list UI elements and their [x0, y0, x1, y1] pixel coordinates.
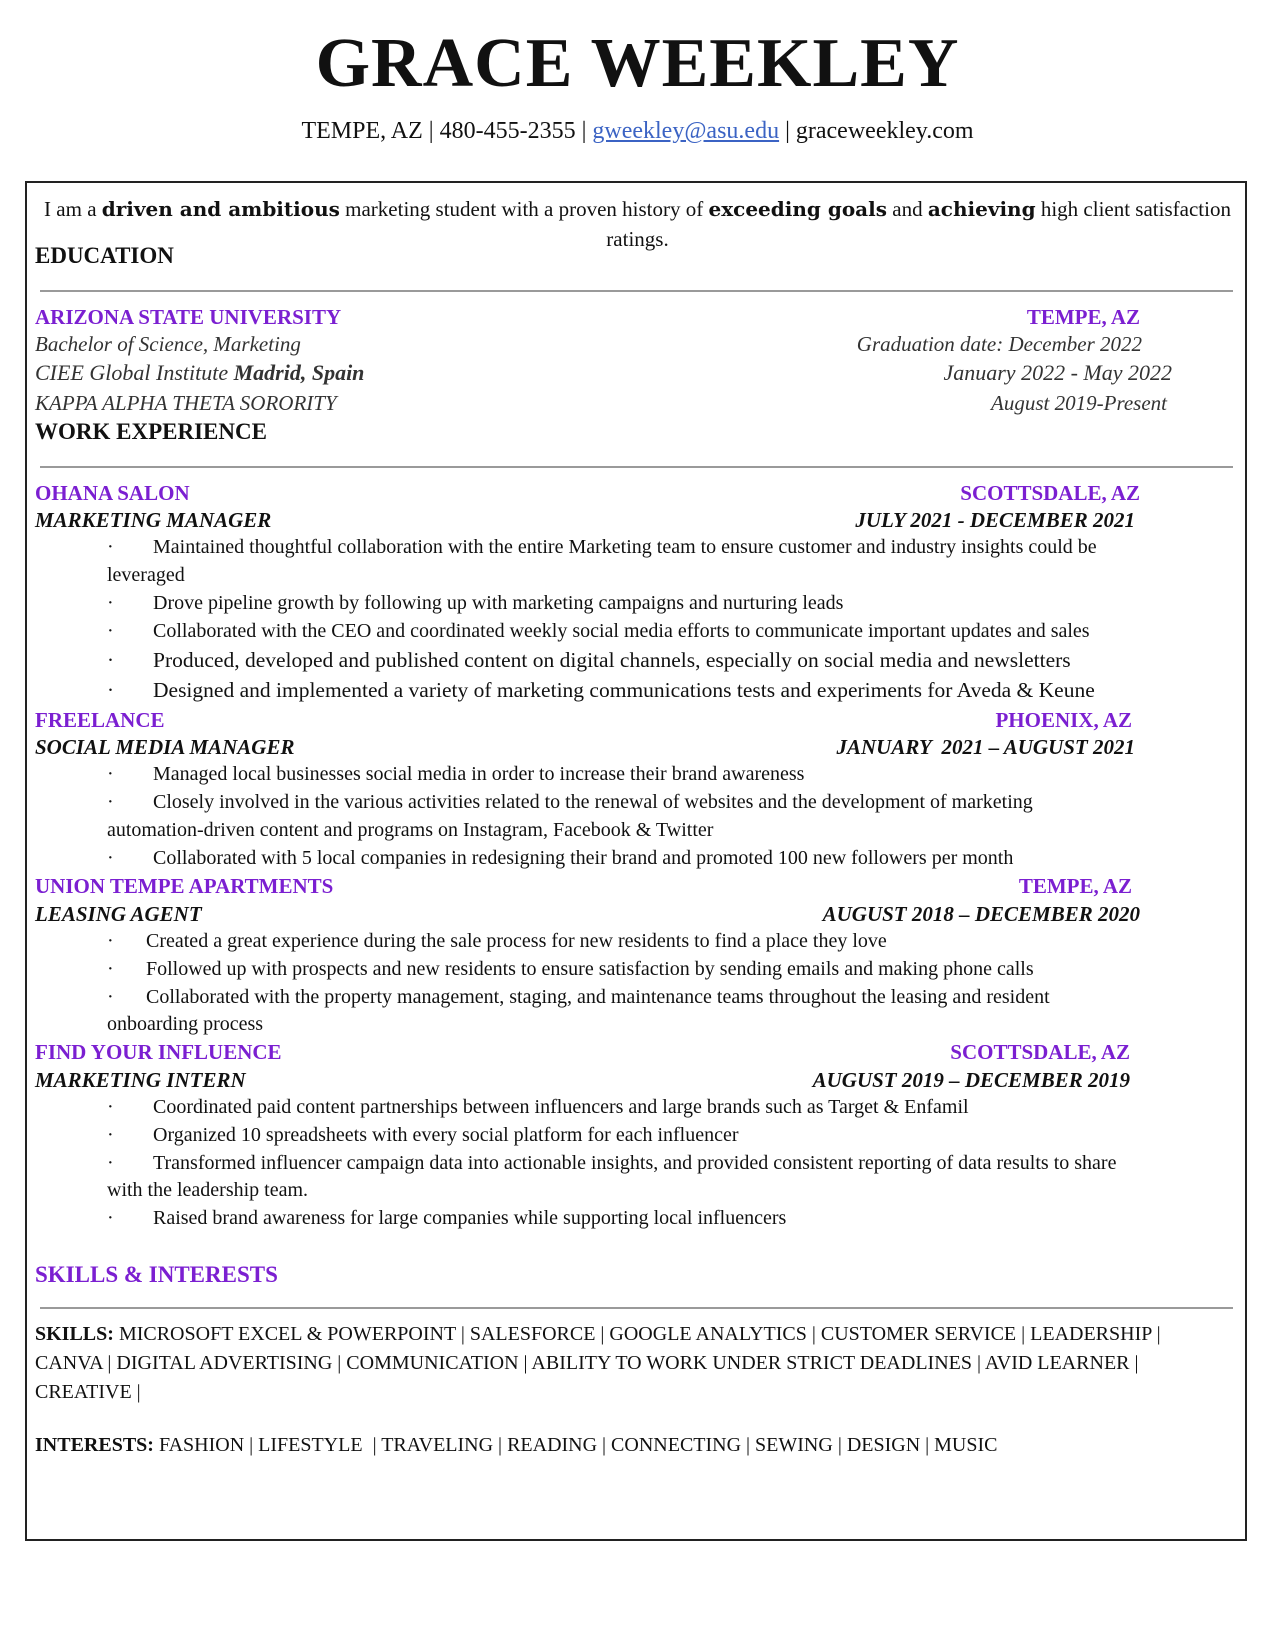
bullet-text: automation-driven content and programs on Instagram, Facebook & Twitter — [107, 819, 714, 841]
contact-suffix: | graceweekley.com — [779, 118, 974, 144]
summary-highlight: achieving — [927, 197, 1036, 221]
bullet-text: Transformed influencer campaign data into actionable insights, and provided consistent reporting of data results to share — [153, 1152, 1117, 1174]
bullet-text: Followed up with prospects and new residents to ensure satisfaction by sending emails and making phone calls — [146, 958, 1034, 980]
bullet-text: Created a great experience during the sale process for new residents to find a place they love — [146, 930, 887, 952]
study-abroad-dates: January 2022 - May 2022 — [943, 360, 1172, 385]
graduation-date: Graduation date: December 2022 — [856, 332, 1142, 356]
job-title: SOCIAL MEDIA MANAGER — [35, 735, 295, 759]
bullet-icon: · — [107, 620, 114, 642]
skills-label: SKILLS: — [35, 1323, 114, 1345]
contact-line — [0, 118, 1275, 145]
email-link[interactable]: gweekley@asu.edu — [592, 118, 780, 144]
bullet-text: Drove pipeline growth by following up with marketing campaigns and nurturing leads — [153, 592, 844, 614]
job-location: PHOENIX, AZ — [995, 708, 1132, 732]
summary-highlight: exceeding goals — [708, 197, 887, 221]
job-dates: AUGUST 2019 – DECEMBER 2019 — [812, 1068, 1130, 1092]
bullet-text: Raised brand awareness for large companies while supporting local influencers — [153, 1207, 787, 1229]
section-divider — [40, 290, 1233, 292]
job-location: SCOTTSDALE, AZ — [960, 481, 1140, 505]
study-abroad — [35, 360, 364, 386]
bullet-text: with the leadership team. — [107, 1179, 309, 1201]
bullet-text: Collaborated with the property management, staging, and maintenance teams throughout the leasing and resident — [146, 986, 1050, 1008]
summary-text: I am a — [44, 197, 102, 221]
summary-text: and — [887, 197, 928, 221]
bullet-text: Closely involved in the various activities related to the renewal of websites and the development of marketing — [153, 791, 1033, 813]
section-divider — [40, 1307, 1233, 1309]
job-org: FIND YOUR INFLUENCE — [35, 1040, 282, 1064]
bullet-icon: · — [107, 1124, 114, 1146]
bullet-icon: · — [107, 648, 114, 672]
degree: Bachelor of Science, Marketing — [35, 332, 301, 356]
interests-label: INTERESTS: — [35, 1434, 154, 1456]
study-abroad-city: Madrid, Spain — [233, 360, 365, 385]
interests-text: FASHION | LIFESTYLE | TRAVELING | READING | CONNECTING | SEWING | DESIGN | MUSIC — [153, 1434, 998, 1456]
study-abroad-program: CIEE Global Institute — [35, 360, 234, 385]
job-location: SCOTTSDALE, AZ — [950, 1040, 1130, 1064]
bullet-text: Collaborated with the CEO and coordinated weekly social media efforts to communicate important updates and sales — [153, 620, 1090, 642]
summary — [40, 194, 1235, 254]
bullet-icon: · — [107, 763, 114, 785]
school-name: ARIZONA STATE UNIVERSITY — [35, 305, 342, 329]
education-heading: EDUCATION — [35, 243, 174, 268]
summary-text: high client satisfaction ratings. — [606, 197, 1231, 251]
contact-prefix: TEMPE, AZ | 480-455-2355 | — [301, 118, 593, 144]
job-dates: JANUARY 2021 – AUGUST 2021 — [836, 735, 1135, 759]
interests-list — [35, 1431, 1230, 1460]
bullet-icon: · — [107, 847, 114, 869]
job-org: FREELANCE — [35, 708, 165, 732]
job-dates: JULY 2021 - DECEMBER 2021 — [855, 508, 1135, 532]
bullet-icon: · — [107, 1152, 114, 1174]
job-location: TEMPE, AZ — [1018, 874, 1132, 898]
bullet-icon: · — [107, 536, 114, 558]
bullet-icon: · — [107, 592, 114, 614]
bullet-icon: · — [107, 958, 114, 980]
work-heading: WORK EXPERIENCE — [35, 419, 267, 444]
summary-highlight: driven and ambitious — [101, 197, 340, 221]
bullet-icon: · — [107, 791, 114, 813]
bullet-icon: · — [107, 1096, 114, 1118]
job-title: MARKETING INTERN — [35, 1068, 246, 1092]
bullet-text: Collaborated with 5 local companies in redesigning their brand and promoted 100 new followers per month — [153, 847, 1014, 869]
bullet-icon: · — [107, 930, 114, 952]
job-title: LEASING AGENT — [35, 902, 202, 926]
bullet-text: Organized 10 spreadsheets with every social platform for each influencer — [153, 1124, 739, 1146]
skills-list — [35, 1320, 1230, 1407]
bullet-text: Maintained thoughtful collaboration with the entire Marketing team to ensure customer and industry insights could be — [153, 536, 1097, 558]
bullet-icon: · — [107, 986, 114, 1008]
bullet-text: Produced, developed and published content on digital channels, especially on social media and newsletters — [153, 648, 1071, 672]
job-dates: AUGUST 2018 – DECEMBER 2020 — [822, 902, 1140, 926]
bullet-text: Designed and implemented a variety of marketing communications tests and experiments for Aveda & Keune — [153, 678, 1095, 702]
bullet-icon: · — [107, 678, 114, 702]
skills-text: MICROSOFT EXCEL & POWERPOINT | SALESFORCE | GOOGLE ANALYTICS | CUSTOMER SERVICE | LEADERSHIP | CANVA | DIGITAL ADVERTISING | COMMUNICATION | ABILITY TO WORK UNDER STRICT DEADLINES | AVID LEARNER | CREATIVE | — [35, 1323, 1161, 1403]
skills-heading: SKILLS & INTERESTS — [35, 1262, 278, 1287]
candidate-name: GRACE WEEKLEY — [315, 25, 960, 102]
bullet-text: leveraged — [107, 564, 185, 586]
job-org: UNION TEMPE APARTMENTS — [35, 874, 334, 898]
sorority: KAPPA ALPHA THETA SORORITY — [35, 391, 337, 415]
bullet-icon: · — [107, 1207, 114, 1229]
section-divider — [40, 466, 1233, 468]
bullet-text: onboarding process — [107, 1013, 264, 1035]
summary-text: marketing student with a proven history of — [339, 197, 709, 221]
sorority-dates: August 2019-Present — [991, 391, 1167, 415]
bullet-text: Managed local businesses social media in order to increase their brand awareness — [153, 763, 805, 785]
school-location: TEMPE, AZ — [1026, 305, 1140, 329]
bullet-text: Coordinated paid content partnerships between influencers and large brands such as Target & Enfamil — [153, 1096, 969, 1118]
job-org: OHANA SALON — [35, 481, 190, 505]
job-title: MARKETING MANAGER — [35, 508, 272, 532]
